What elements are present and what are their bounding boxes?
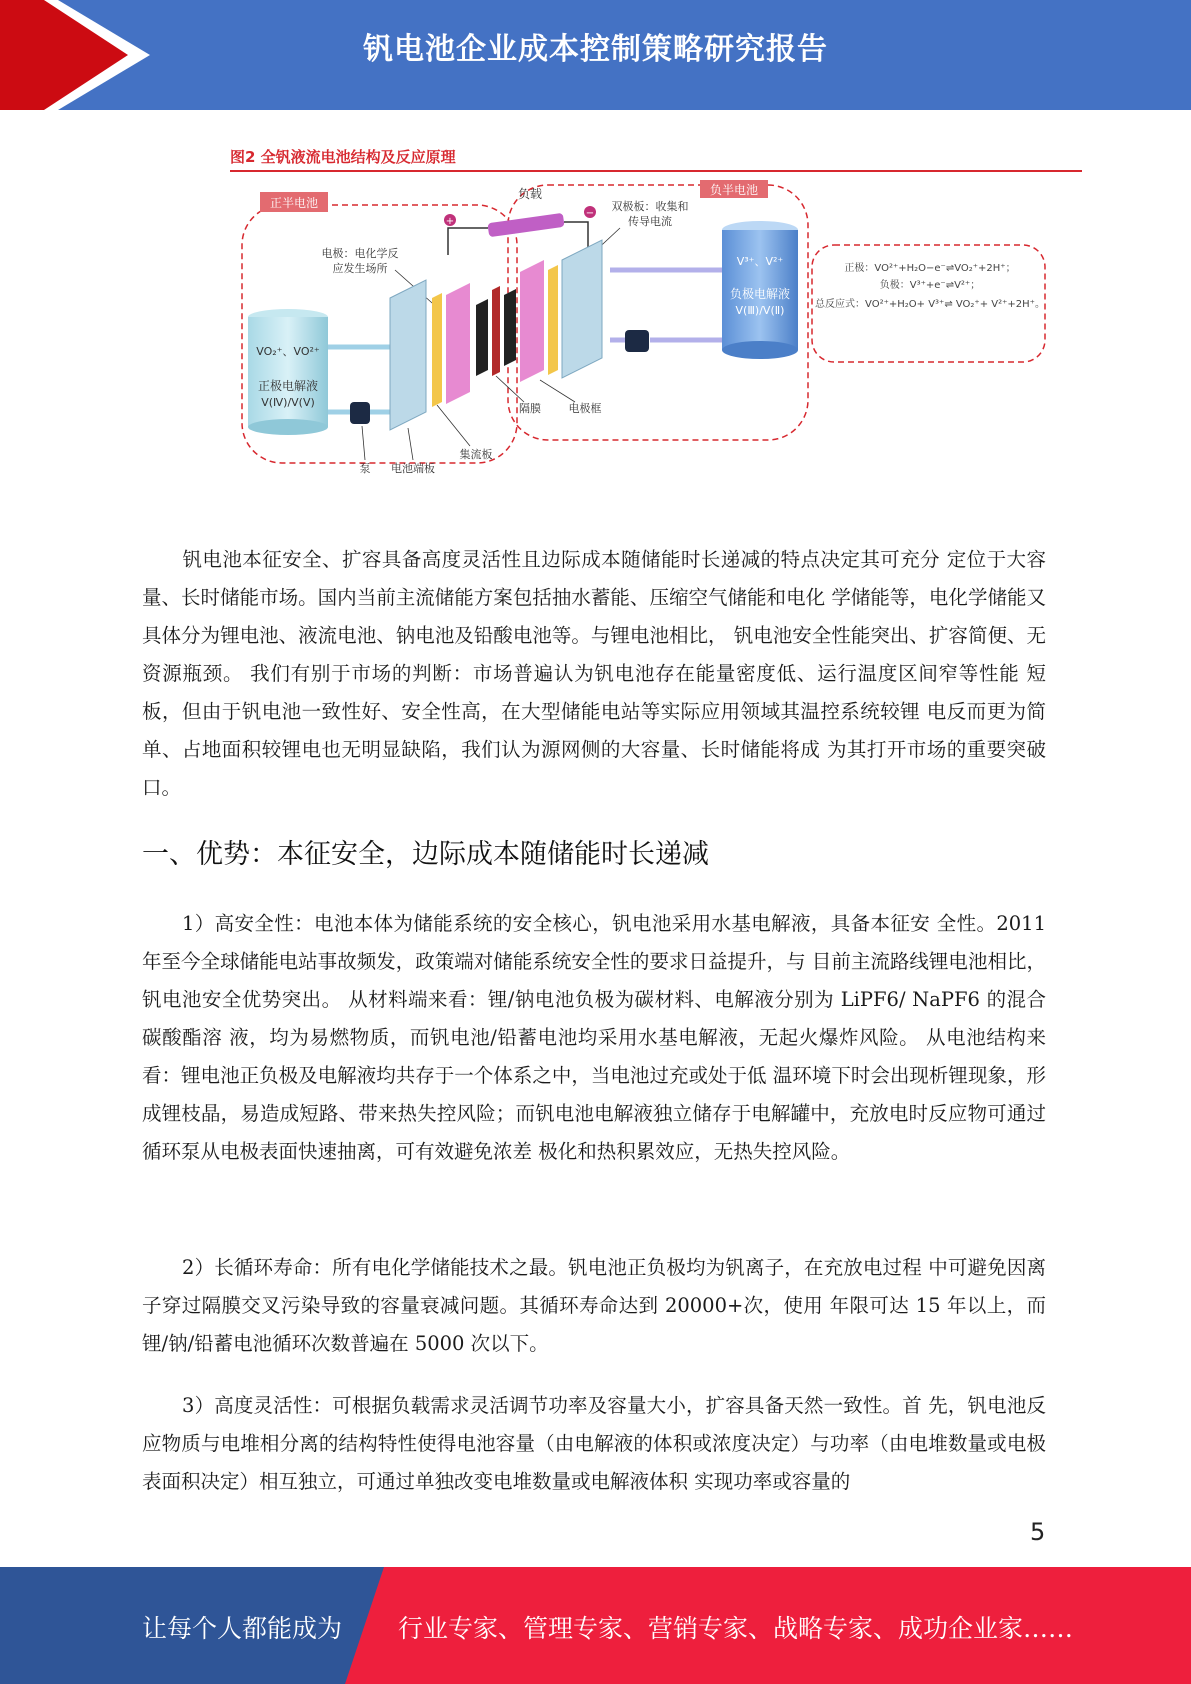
negative-ions-label: V³⁺、V²⁺ — [736, 255, 784, 268]
reaction-positive: 正极：VO²⁺+H₂O−e⁻⇌VO₂⁺+2H⁺； — [844, 263, 1016, 274]
intro-text: 钒电池本征安全、扩容具备高度灵活性且边际成本随储能时长递减的特点决定其可充分 定位于大容量、长时储能市场。国内当前主流储能方案包括抽水蓄能、压缩空气储能和电化 学储能等，电化学储能又具体分为锂电池、液流电池、钠电池及铅酸电池等。与锂电池相比， 钒电池安全性能突出、扩容简便、无资源瓶颈。 我们有别于市场的判断：市场普遍认为钒电池存在能量密度低、运行温度区间窄等性能 短板，但由于钒电池一致性好、安全性高，在大型储能电站等实际应用领域其温控系统较锂 电反而更为简单、占地面积较锂电也无明显缺陷，我们认为源网侧的大容量、长时储能将成 为其打开市场的重要突破口。 — [142, 548, 1046, 799]
intro-paragraph — [142, 541, 1046, 807]
electrode-label-line2: 应发生场所 — [332, 262, 388, 275]
collector-left — [432, 293, 442, 407]
reaction-negative: 负极：V³⁺+e⁻⇌V²⁺； — [879, 280, 981, 291]
footer-slogan-right: 行业专家、管理专家、营销专家、战略专家、成功企业家…… — [398, 1614, 1074, 1643]
electrode-label-line1: 电极：电化学反 — [321, 247, 399, 260]
minus-sign: − — [585, 208, 595, 219]
bipolar-label-line1: 双极板：收集和 — [611, 200, 689, 213]
pump-left-icon — [350, 402, 370, 424]
page-header — [0, 0, 1191, 110]
reaction-overall: 总反应式：VO²⁺+H₂O+ V³⁺⇌ VO₂⁺+ V²⁺+2H⁺。 — [815, 299, 1045, 310]
advantage-cycle-life-paragraph — [142, 1249, 1046, 1363]
end-plate-label: 电池端板 — [391, 462, 435, 475]
frame-right — [520, 260, 544, 382]
electrode-left — [476, 299, 488, 376]
negative-tank-label-line1: 负极电解液 — [729, 287, 791, 301]
advantage-flexibility-text: 3）高度灵活性：可根据负载需求灵活调节功率及容量大小，扩容具备天然一致性。首 先，钒电池反应物质与电堆相分离的结构特性使得电池容量（由电解液的体积或浓度决定）与功率（由电堆数量或电极表面积决定）相互独立，可通过单独改变电堆数量或电解液体积 实现功率或容量的 — [142, 1394, 1046, 1493]
positive-half-label: 正半电池 — [269, 196, 319, 210]
advantage-flexibility-paragraph — [142, 1387, 1046, 1501]
plus-sign: + — [445, 216, 455, 227]
collector-label: 集流板 — [459, 448, 493, 461]
section-heading: 一、优势：本征安全，边际成本随储能时长递减 — [142, 839, 709, 870]
positive-tank-label-line2: V(Ⅳ)/V(Ⅴ) — [261, 396, 315, 409]
advantage-safety-paragraph — [142, 905, 1046, 1171]
frame-left — [446, 283, 470, 404]
positive-electrolyte-tank — [248, 317, 328, 427]
end-plate-right — [562, 240, 602, 378]
advantage-cycle-life-text: 2）长循环寿命：所有电化学储能技术之最。钒电池正负极均为钒离子，在充放电过程 中可避免因离子穿过隔膜交叉污染导致的容量衰减问题。其循环寿命达到 20000+次，使用 年限可达 15 年以上，而锂/钠/铅蓄电池循环次数普遍在 5000 次以下。 — [142, 1256, 1046, 1355]
load-resistor — [487, 213, 564, 237]
bipolar-label-line2: 传导电流 — [628, 215, 672, 228]
pump-label: 泵 — [359, 462, 371, 475]
page-number: 5 — [1030, 1518, 1046, 1546]
vanadium-flow-battery-diagram — [230, 180, 1060, 485]
membrane-label: 隔膜 — [519, 402, 541, 415]
frame-label: 电极框 — [568, 402, 602, 415]
pump-right-icon — [625, 330, 649, 352]
page-footer — [0, 1567, 1191, 1684]
positive-ions-label: VO₂⁺、VO²⁺ — [256, 345, 320, 358]
advantage-safety-text: 1）高安全性：电池本体为储能系统的安全核心，钒电池采用水基电解液，具备本征安 全性。2011 年至今全球储能电站事故频发，政策端对储能系统安全性的要求日益提升，与 目前主流路线锂电池相比，钒电池安全优势突出。 从材料端来看：锂/钠电池负极为碳材料、电解液分别为 LiPF6/ NaPF6 的混合碳酸酯溶 液，均为易燃物质，而钒电池/铅蓄电池均采用水基电解液，无起火爆炸风险。 从电池结构来看：锂电池正负极及电解液均共存于一个体系之中，当电池过充或处于低 温环境下时会出现析锂现象，形成锂枝晶，易造成短路、带来热失控风险；而钒电池电解液独立储存于电解罐中，充放电时反应物可通过循环泵从电极表面快速抽离，可有效避免浓差 极化和热积累效应，无热失控风险。 — [142, 912, 1046, 1163]
end-plate-left — [390, 280, 426, 430]
footer-slogan-left: 让每个人都能成为 — [142, 1614, 343, 1643]
electrode-right — [504, 289, 516, 366]
figure-caption: 图2 全钒液流电池结构及反应原理 — [230, 146, 1082, 172]
load-label: 负载 — [517, 187, 543, 201]
negative-half-label: 负半电池 — [709, 183, 759, 197]
collector-right — [548, 265, 558, 375]
negative-tank-label-line2: V(Ⅲ)/V(Ⅱ) — [735, 304, 785, 317]
membrane — [492, 286, 500, 376]
positive-tank-label-line1: 正极电解液 — [257, 379, 319, 393]
report-title: 钒电池企业成本控制策略研究报告 — [363, 32, 828, 67]
